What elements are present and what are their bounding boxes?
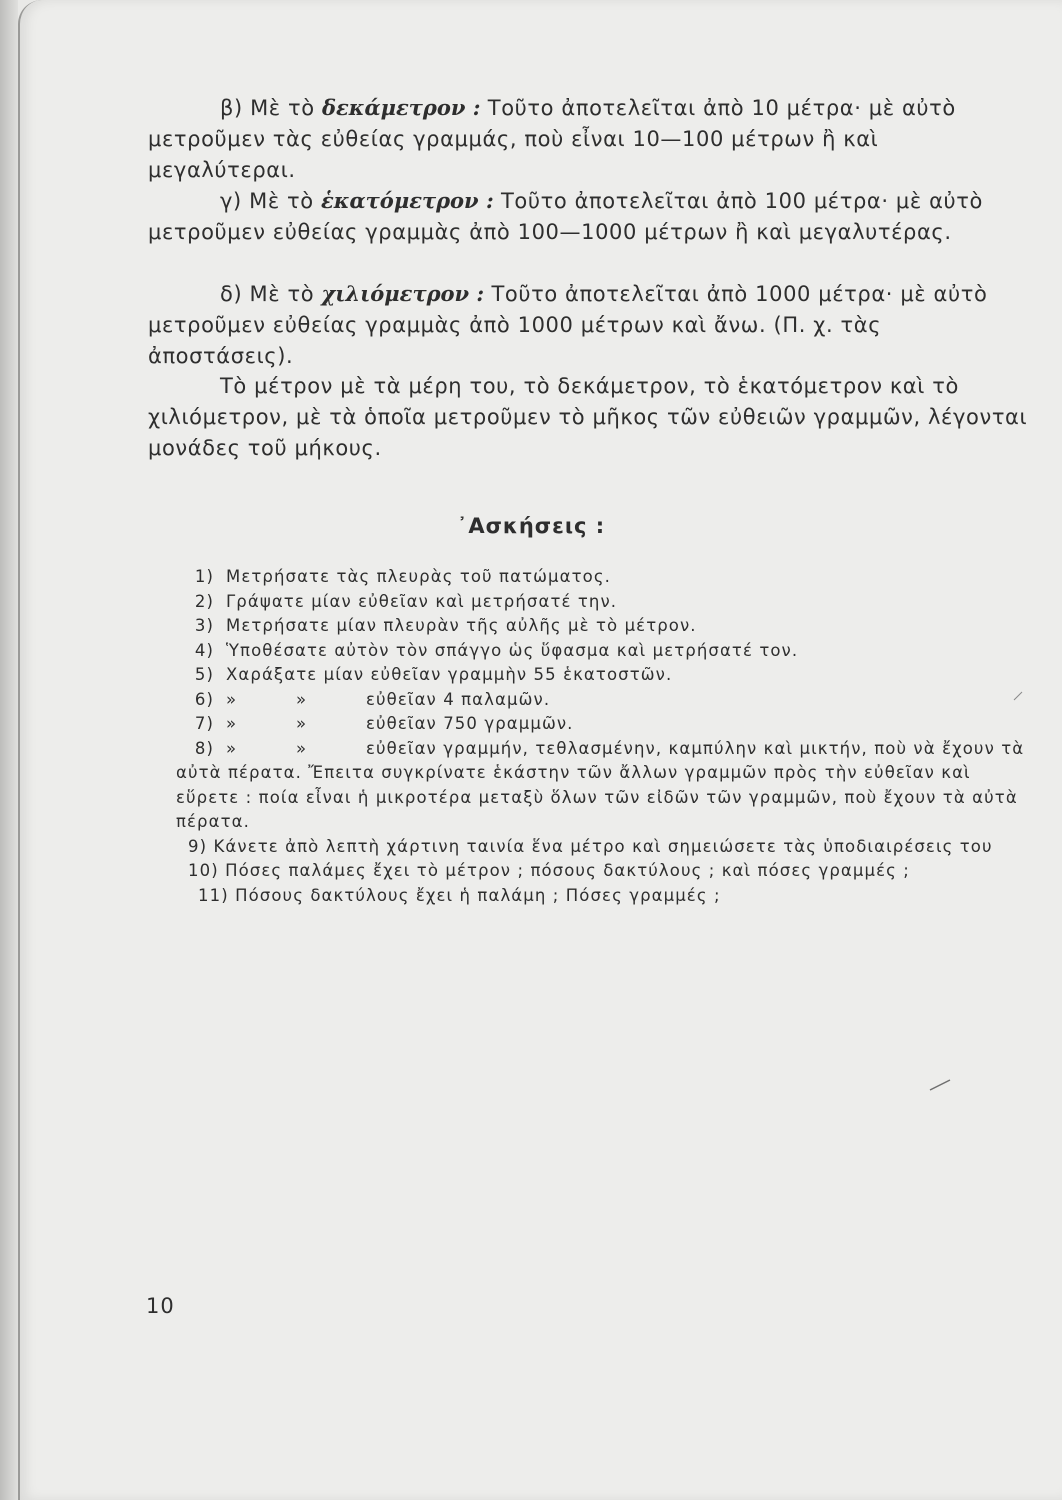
ditto-mark: » [296,738,308,758]
exercise-item [148,835,1028,860]
item-label: δ) Μὲ τὸ [220,282,322,306]
pencil-mark [928,1078,952,1092]
exercise-number: 11) [198,885,229,905]
paragraph-text: Τὸ μέτρον μὲ τὰ μέρη του, τὸ δεκάμετρον, τὸ ἑκατόμετρον καὶ τὸ χιλιόμετρον, μὲ τὰ ὁποῖα μετροῦμεν τὸ μῆκος τῶν εὐθειῶν γραμμῶν, λέγονται μονάδες τοῦ μήκους. [148,374,1028,460]
exercise-text: Χαράξατε μίαν εὐθεῖαν γραμμὴν 55 ἑκατοστῶν. [226,665,673,684]
exercise-item [148,712,1028,737]
ditto-mark: » [226,714,238,733]
exercise-number: 2) [194,591,214,611]
item-label: γ) Μὲ τὸ [220,189,322,213]
exercise-list [148,565,1028,908]
exercise-text: Πόσους δακτύλους ἔχει ἡ παλάμη ; Πόσες γραμμές ; [235,885,721,905]
paragraph-text: Τοῦτο ἀποτελεῖται ἀπὸ 100 μέτρα· μὲ αὐτὸ μετροῦμεν εὐθείας γραμμὰς ἀπὸ 100—1000 μέτρων ἢ καὶ μεγαλυτέρας. [148,189,983,244]
ditto-mark: » [296,714,308,733]
ditto-mark: » [296,689,308,709]
exercise-number: 9) [188,836,208,856]
paragraph-hectometer [148,185,1028,248]
exercise-number: 1) [194,567,214,586]
item-label: β) Μὲ τὸ [220,96,322,120]
exercise-item [148,663,1028,688]
ditto-mark: » [226,738,238,758]
exercise-item [148,737,1028,835]
exercise-text: Γράψατε μίαν εὐθεῖαν καὶ μετρήσατέ την. [226,591,618,611]
exercise-item [148,590,1028,615]
exercise-text: εὐθεῖαν γραμμήν, τεθλασμένην, καμπύλην καὶ μικτήν, ποὺ νὰ ἔχουν τὰ αὐτὰ πέρατα. Ἔπειτα συγκρίνατε ἑκάστην τῶν ἄλλων γραμμῶν πρὸς τὴν εὐθεῖαν καὶ εὕρετε : ποία εἶναι ἡ μικροτέρα μεταξὺ ὅλων τῶν εἰδῶν τῶν γραμμῶν, ποὺ ἔχουν τὰ αὐτὰ πέρατα. [176,738,1025,831]
exercise-text: Μετρήσατε τὰς πλευρὰς τοῦ πατώματος. [226,567,611,586]
exercise-text: Μετρήσατε μίαν πλευρὰν τῆς αὐλῆς μὲ τὸ μέτρον. [226,616,697,635]
page-number: 10 [146,1294,175,1318]
exercise-item [148,639,1028,664]
exercise-number: 10) [188,861,219,880]
exercise-number: 7) [194,714,214,733]
exercise-text: Ὑποθέσατε αὐτὸν τὸν σπάγγο ὡς ὕφασμα καὶ μετρήσατέ τον. [226,640,799,660]
exercise-item [148,884,1028,909]
exercises-heading: ᾿Ασκήσεις : [456,514,606,538]
ditto-mark: » [226,689,238,709]
term-kilometer: χιλιόμετρον : [321,281,485,306]
exercise-number: 4) [194,640,214,660]
pencil-mark [1012,690,1024,702]
exercise-text: εὐθεῖαν 4 παλαμῶν. [366,689,551,709]
paragraph-decameter [148,92,1028,186]
exercise-item [148,859,1028,884]
exercise-text: εὐθεῖαν 750 γραμμῶν. [366,714,574,733]
exercise-number: 3) [194,616,214,635]
exercise-item [148,565,1028,590]
exercise-text: Πόσες παλάμες ἔχει τὸ μέτρον ; πόσους δακτύλους ; καὶ πόσες γραμμές ; [225,861,910,880]
exercise-number: 5) [194,665,214,684]
exercise-number: 8) [194,738,214,758]
term-decameter: δεκάμετρον : [321,95,481,120]
term-hectometer: ἑκατόμετρον : [321,188,494,213]
exercise-item [148,614,1028,639]
paragraph-text: Τοῦτο ἀποτελεῖται ἀπὸ 1000 μέτρα· μὲ αὐτὸ μετροῦμεν εὐθείας γραμμὰς ἀπὸ 1000 μέτρων καὶ ἄνω. (Π. χ. τὰς ἀποστάσεις). [148,282,988,368]
paragraph-text: Τοῦτο ἀποτελεῖται ἀπὸ 10 μέτρα· μὲ αὐτὸ μετροῦμεν τὰς εὐθείας γραμμάς, ποὺ εἶναι 10—100 μέτρων ἢ καὶ μεγαλύτεραι. [148,96,956,182]
book-gutter [0,0,18,1500]
exercise-item [148,688,1028,713]
paragraph-length-units [148,371,1028,464]
paragraph-kilometer [148,278,1028,372]
exercise-text: Κάνετε ἀπὸ λεπτὴ χάρτινη ταινία ἕνα μέτρο καὶ σημειώσετε τὰς ὑποδιαιρέσεις του [213,836,993,856]
exercise-number: 6) [194,689,214,709]
